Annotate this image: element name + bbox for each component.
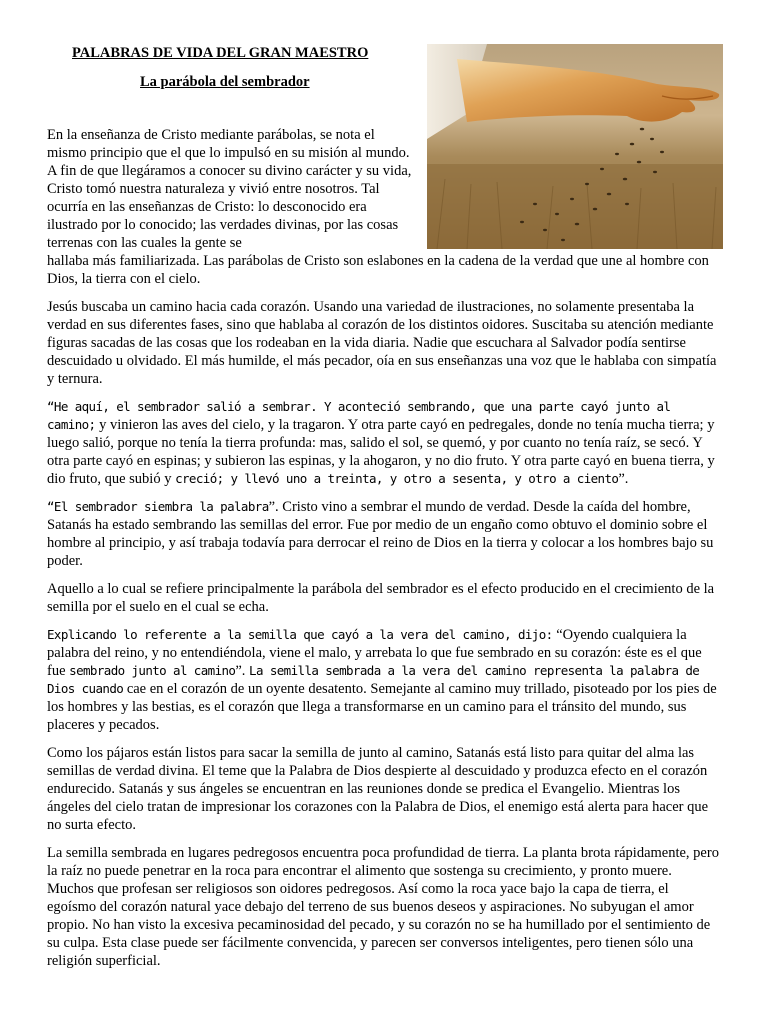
quote-text: creció; y llevó uno a treinta, y otro a sesenta, y otro a ciento <box>175 471 619 486</box>
paragraph-text: La semilla sembrada a la vera del camino representa la palabra de Dios cuando <box>47 663 700 696</box>
paragraph-8: La semilla sembrada en lugares pedregosos encuentra poca profundidad de tierra. La planta brota rápidamente, pero la raíz no puede penetrar en la roca para encontrar el alimento que sostenga su crecimiento, y pronto muere. Muchos que profesan ser religiosos son oidores pedregosos. Así como la roca yace bajo la capa de tierra, el egoísmo del corazón natural yace debajo del terreno de sus buenos deseos y aspiraciones. No subyugan el amor propio. No han visto la excesiva pecaminosidad del pecado, y su corazón no se ha humillado por el sentimiento de su culpa. Esta clase puede ser fácilmente convencida, y parecen ser conversos inteligentes, pero tienen sólo una religión superficial. <box>47 845 719 969</box>
paragraph-6 <box>47 626 721 734</box>
paragraph-text: Explicando lo referente a la semilla que cayó a la vera del camino, dijo: <box>47 627 553 642</box>
paragraph-1 <box>47 126 721 288</box>
quote-text: ”. <box>235 663 250 679</box>
quote-text: ”. <box>618 471 629 487</box>
quote-text: y vinieron las aves del cielo, y la tragaron. Y otra parte cayó en pedregales, donde no tenía mucha tierra; y luego salió, porque no tenía la tierra profunda: mas, salido el sol, se quemó, y por cuanto no tenía raíz, se secó. Y otra parte cayó en espinas; y subieron las espinas, y la ahogaron, y no dio fruto. Y otra parte cayó en buena tierra, y dio fruto, que subió y <box>47 417 715 487</box>
paragraph-3 <box>47 398 721 488</box>
paragraph-1-rest: hallaba más familiarizada. Las parábolas de Cristo son eslabones en la cadena de la verdad que une al hombre con Dios, la tierra con el cielo. <box>47 253 709 287</box>
paragraph-2: Jesús buscaba un camino hacia cada corazón. Usando una variedad de ilustraciones, no solamente presentaba la verdad en sus diferentes fases, sino que hablaba al corazón de los distintos oidores. Suscitaba su atención mediante figuras sacadas de las cosas que los rodeaban en la vida diaria. Nadie que escuchara al Salvador podía sentirse descuidado u olvidado. El más humilde, el más pecador, oía en sus enseñanzas una voz que le hablaba con simpatía y ternura. <box>47 299 717 387</box>
quote-text: “Oyendo cualquiera la palabra del reino, y no entendiéndola, viene el malo, y arrebata lo que fue sembrado en su corazón: éste es el que fue <box>47 627 702 679</box>
paragraph-1-lead: En la enseñanza de Cristo mediante parábolas, se nota el mismo principio que el que lo impulsó en su misión al mundo. A fin de que llegáramos a conocer su divino carácter y su vida, Cristo tomó nuestra naturaleza y vivió entre nosotros. Tal ocurría en las enseñanzas de Cristo: lo desconocido era ilustrado por lo conocido; las verdades divinas, por las cosas terrenas con las cuales la gente se <box>47 127 412 251</box>
body-text <box>47 126 721 980</box>
paragraph-7: Como los pájaros están listos para sacar la semilla de junto al camino, Satanás está listo para quitar del alma las semillas de verdad divina. El teme que la Palabra de Dios despierte al descuidado y produzca efecto en el corazón endurecido. Satanás y sus ángeles se encuentran en las reuniones donde se predica el Evangelio. Mientras los ángeles del cielo tratan de impresionar los corazones con la Palabra de Dios, el enemigo está alerta para hacer que no surta efecto. <box>47 745 709 833</box>
paragraph-4 <box>47 498 721 570</box>
page-subtitle: La parábola del sembrador <box>140 74 310 90</box>
paragraph-text: cae en el corazón de un oyente desatento. Semejante al camino muy trillado, pisoteado por los pies de los hombres y las bestias, es el corazón que llega a transformarse en un camino para el tránsito del mundo, sus placeres y pecados. <box>47 681 717 733</box>
paragraph-5: Aquello a lo cual se refiere principalmente la parábola del sembrador es el efecto producido en el crecimiento de la semilla por el suelo en el cual se echa. <box>47 581 715 615</box>
quote-text: “El sembrador siembra la palabra <box>47 499 269 514</box>
quote-text: sembrado junto al camino <box>69 663 236 678</box>
quote-text: “He aquí, el sembrador salió a sembrar. Y aconteció sembrando, que una parte cayó junto al camino; <box>47 399 671 432</box>
page-title: PALABRAS DE VIDA DEL GRAN MAESTRO <box>72 45 369 61</box>
paragraph-text: ”. Cristo vino a sembrar el mundo de verdad. Desde la caída del hombre, Satanás ha estado sembrando las semillas del error. Fue por medio de un engaño como obtuvo el dominio sobre el hombre al principio, y así trabaja todavía para derrocar el reino de Dios en la tierra y colocar a los hombres bajo su poder. <box>47 499 714 569</box>
